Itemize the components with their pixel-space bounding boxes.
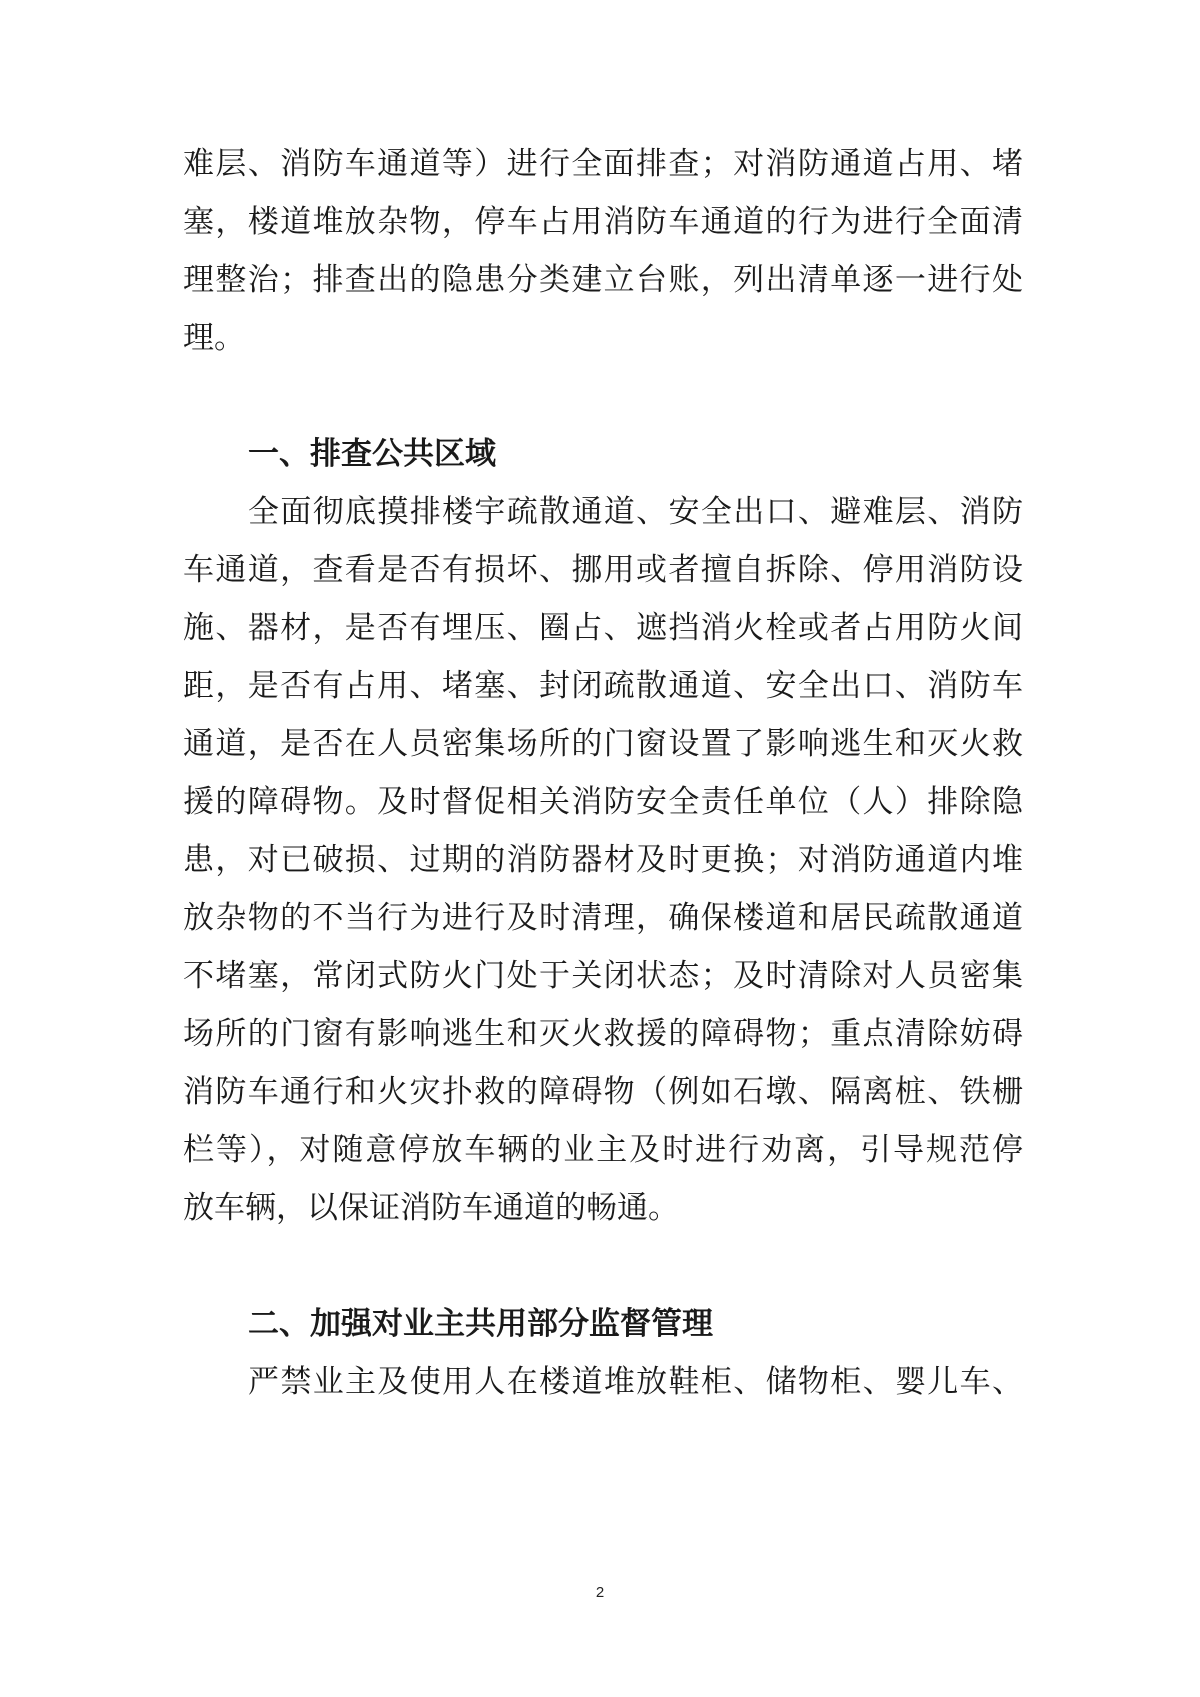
intro-line-1: 难层、消防车通道等）进行全面排查；对消防通道占用、堵 xyxy=(183,146,1023,182)
section-1-line-4: 距，是否有占用、堵塞、封闭疏散通道、安全出口、消防车 xyxy=(183,668,1023,704)
section-1-line-10: 场所的门窗有影响逃生和灭火救援的障碍物；重点清除妨碍 xyxy=(183,1016,1023,1052)
intro-line-2: 塞，楼道堆放杂物，停车占用消防车通道的行为进行全面清 xyxy=(183,204,1023,240)
section-1-line-5: 通道，是否在人员密集场所的门窗设置了影响逃生和灭火救 xyxy=(183,726,1023,762)
section-1-heading: 一、排查公共区域 xyxy=(248,436,496,472)
intro-line-3: 理整治；排查出的隐患分类建立台账，列出清单逐一进行处 xyxy=(183,262,1023,298)
section-1-line-2: 车通道，查看是否有损坏、挪用或者擅自拆除、停用消防设 xyxy=(183,552,1023,588)
section-1-line-13: 放车辆，以保证消防车通道的畅通。 xyxy=(183,1190,679,1226)
section-2-line-1: 严禁业主及使用人在楼道堆放鞋柜、储物柜、婴儿车、 xyxy=(248,1364,1023,1400)
section-1-line-6: 援的障碍物。及时督促相关消防安全责任单位（人）排除隐 xyxy=(183,784,1023,820)
page-number: 2 xyxy=(595,1584,605,1601)
intro-line-4: 理。 xyxy=(183,320,245,356)
section-1-line-7: 患，对已破损、过期的消防器材及时更换；对消防通道内堆 xyxy=(183,842,1023,878)
section-2-heading: 二、加强对业主共用部分监督管理 xyxy=(248,1306,713,1342)
section-1-line-8: 放杂物的不当行为进行及时清理，确保楼道和居民疏散通道 xyxy=(183,900,1023,936)
section-1-line-11: 消防车通行和火灾扑救的障碍物（例如石墩、隔离桩、铁栅 xyxy=(183,1074,1023,1110)
section-1-line-12: 栏等），对随意停放车辆的业主及时进行劝离，引导规范停 xyxy=(183,1132,1023,1168)
section-1-line-1: 全面彻底摸排楼宇疏散通道、安全出口、避难层、消防 xyxy=(248,494,1023,530)
section-1-line-9: 不堵塞，常闭式防火门处于关闭状态；及时清除对人员密集 xyxy=(183,958,1023,994)
section-1-line-3: 施、器材，是否有埋压、圈占、遮挡消火栓或者占用防火间 xyxy=(183,610,1023,646)
